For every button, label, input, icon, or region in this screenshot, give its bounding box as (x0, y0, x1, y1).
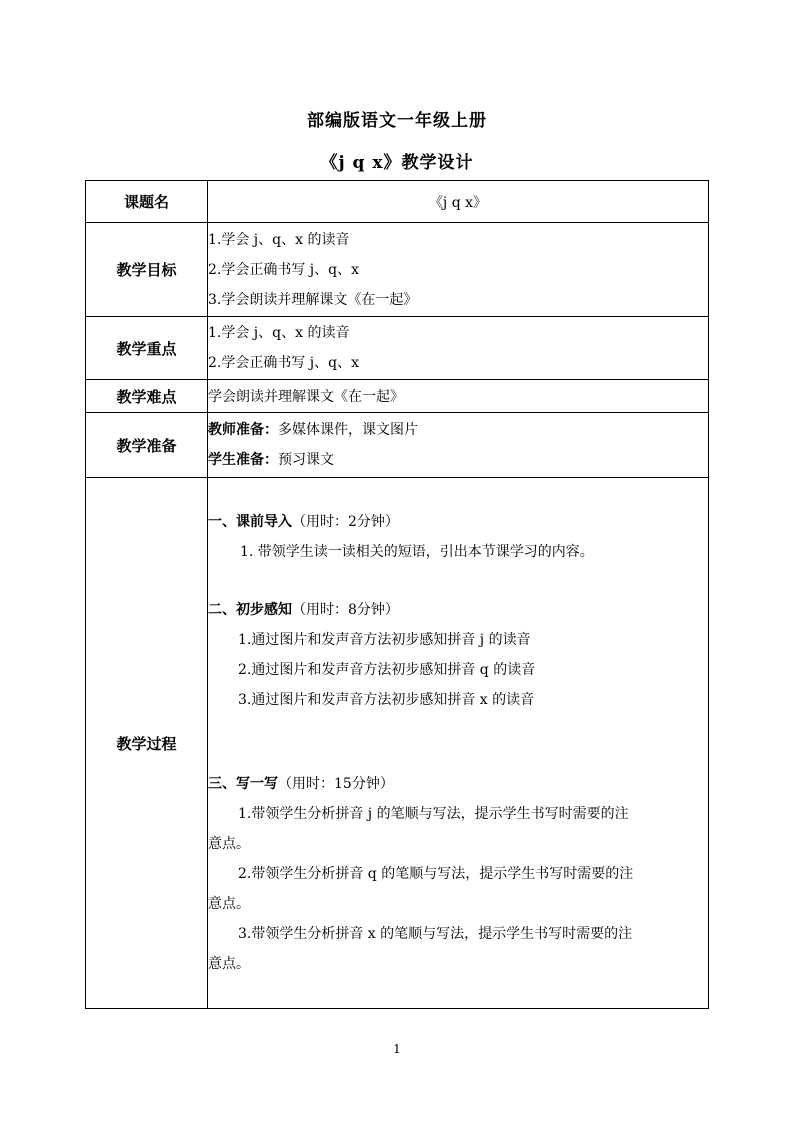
objective-item: 3.学会朗读并理解课文《在一起》 (208, 291, 418, 308)
table-row-objectives (86, 223, 709, 317)
teacher-preparation-label: 教师准备： (208, 422, 278, 438)
key-point-item: 1.学会 j、q、x 的读音 (208, 325, 350, 341)
process-content (208, 478, 709, 1009)
spacer (208, 567, 708, 595)
process-item-continuation: 意点。 (208, 896, 250, 912)
objectives-content (208, 223, 709, 317)
section-time: （用时：15分钟） (278, 776, 394, 792)
difficulties-value: 学会朗读并理解课文《在一起》 (208, 380, 709, 413)
table-row-process (86, 478, 709, 1009)
section-title: 二、初步感知 (208, 602, 292, 618)
preparation-label: 教学准备 (86, 413, 208, 478)
section-title: 三、写一写 (208, 776, 278, 792)
difficulties-label: 教学难点 (86, 380, 208, 413)
section-heading (208, 769, 708, 799)
preparation-content (208, 413, 709, 478)
process-item: 1.通过图片和发声音方法初步感知拼音 j 的读音 (238, 632, 531, 648)
table-row-preparation (86, 413, 709, 478)
section-time: （用时：2分钟） (292, 514, 399, 530)
section-title: 一、课前导入 (208, 514, 292, 530)
section-time: （用时：8分钟） (292, 602, 399, 618)
process-item: 2.带领学生分析拼音 q 的笔顺与写法，提示学生书写时需要的注 (238, 866, 634, 882)
objective-item: 2.学会正确书写 j、q、x (208, 261, 360, 278)
process-item: 3.通过图片和发声音方法初步感知拼音 x 的读音 (238, 692, 535, 708)
student-preparation-label: 学生准备： (208, 452, 278, 468)
key-point-item: 2.学会正确书写 j、q、x (208, 355, 360, 371)
process-item: 1.带领学生分析拼音 j 的笔顺与写法，提示学生书写时需要的注 (238, 806, 629, 822)
section-heading (208, 507, 708, 537)
process-item: 3.带领学生分析拼音 x 的笔顺与写法，提示学生书写时需要的注 (238, 926, 633, 942)
process-item-continuation: 意点。 (208, 956, 250, 972)
document-title: 部编版语文一年级上册 (307, 111, 487, 131)
student-preparation-value: 预习课文 (278, 452, 334, 468)
section-heading (208, 595, 708, 625)
page-number: 1 (393, 1042, 401, 1056)
student-preparation (208, 445, 708, 475)
document-subtitle: 《j q x》教学设计 (320, 153, 474, 173)
objective-item: 1.学会 j、q、x 的读音 (208, 231, 350, 248)
lesson-plan-table (85, 180, 709, 1009)
key-points-label: 教学重点 (86, 317, 208, 380)
table-row-topic (86, 181, 709, 223)
teacher-preparation (208, 415, 708, 445)
objectives-label: 教学目标 (86, 223, 208, 317)
key-points-content (208, 317, 709, 380)
topic-value: 《j q x》 (208, 181, 709, 223)
process-item-continuation: 意点。 (208, 836, 250, 852)
teacher-preparation-value: 多媒体课件，课文图片 (278, 422, 418, 438)
process-item: 2.通过图片和发声音方法初步感知拼音 q 的读音 (238, 662, 536, 678)
table-row-key-points (86, 317, 709, 380)
process-item: 1. 带领学生读一读相关的短语，引出本节课学习的内容。 (240, 544, 594, 560)
topic-label: 课题名 (86, 181, 208, 223)
table-row-difficulties (86, 380, 709, 413)
process-label: 教学过程 (86, 478, 208, 1009)
spacer (208, 715, 708, 769)
